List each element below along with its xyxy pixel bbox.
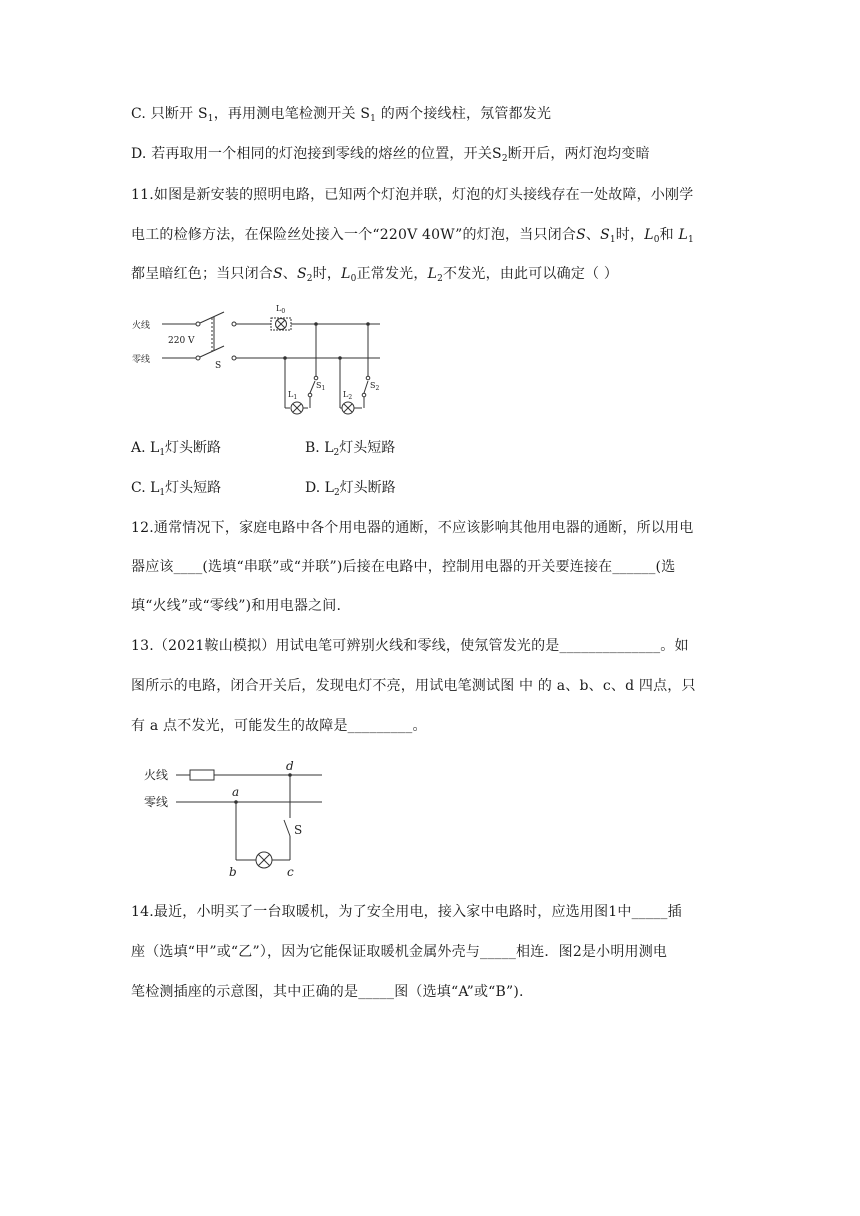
lamp-l2-label: $L_2$ — [343, 390, 353, 401]
q11-text-line3: 都呈暗红色；当只闭合S、$S_2$时，$L_0$正常发光，$L_2$不发光，由此可以确定（ ） — [131, 266, 619, 284]
q11-circuit-diagram — [130, 298, 390, 423]
fire-line-label: 火线 — [132, 321, 151, 331]
q14-text-line3: 笔检测插座的示意图，其中正确的是_____图（选填“A”或“B”). — [131, 984, 524, 1000]
voltage-label: 220 V — [168, 336, 195, 346]
q14-text-line1: 14.最近，小明买了一台取暖机，为了安全用电，接入家中电路时，应选用图1中_____插 — [131, 904, 682, 920]
lamp-l0-label: $L_0$ — [276, 304, 286, 315]
q10-option-d: D. 若再取用一个相同的灯泡接到零线的熔丝的位置，开关$S_2$断开后，两灯泡均变暗 — [131, 146, 650, 164]
q12-text-line3: 填“火线”或“零线”)和用电器之间. — [131, 598, 342, 614]
fire-line-label: 火线 — [144, 768, 169, 782]
switch-s-label: S — [294, 823, 303, 837]
lamp-l1-label: $L_1$ — [288, 390, 298, 401]
q10-option-c: C. 只断开 $S_1$，再用测电笔检测开关 $S_1$ 的两个接线柱，氖管都发光 — [131, 106, 552, 124]
q11-option-c: C. $L_1$灯头短路 — [131, 480, 222, 498]
zero-line-label: 零线 — [144, 795, 169, 809]
q12-text-line1: 12.通常情况下，家庭电路中各个用电器的通断，不应该影响其他用电器的通断，所以用电 — [131, 520, 694, 536]
point-c-label: c — [287, 865, 294, 879]
zero-line-label: 零线 — [132, 355, 151, 365]
q11-text-line2: 电工的检修方法，在保险丝处接入一个“220V 40W”的灯泡，当只闭合S、$S_1$时，$L_0$和 $L_1$ — [131, 227, 694, 245]
q11-option-a: A. $L_1$灯头断路 — [131, 440, 222, 458]
q12-text-line2: 器应该____(选填“串联”或“并联”)后接在电路中，控制用电器的开关要连接在______(选 — [131, 559, 676, 575]
switch-s2-label: $S_2$ — [370, 381, 380, 392]
point-d-label: d — [286, 759, 294, 773]
q14-text-line2: 座（选填“甲”或“乙”），因为它能保证取暖机金属外壳与_____相连．图2是小明用测电 — [131, 944, 668, 960]
switch-s-label: S — [215, 361, 222, 371]
q11-text-line1: 11.如图是新安装的照明电路，已知两个灯泡并联，灯泡的灯头接线存在一处故障，小刚学 — [131, 187, 694, 203]
q11-option-d: D. $L_2$灯头断路 — [305, 480, 396, 498]
switch-s1-label: $S_1$ — [316, 381, 326, 392]
q13-circuit-diagram — [140, 758, 340, 882]
q13-text-line1: 13.（2021鞍山模拟）用试电笔可辨别火线和零线，使氖管发光的是______________。如 — [131, 638, 689, 654]
q11-option-b: B. $L_2$灯头短路 — [305, 440, 396, 458]
point-a-label: a — [232, 785, 240, 799]
q13-text-line3: 有 a 点不发光，可能发生的故障是_________。 — [131, 718, 427, 734]
q13-text-line2: 图所示的电路，闭合开关后，发现电灯不亮，用试电笔测试图 中 的 a、b、c、d 四点，只 — [131, 678, 696, 694]
point-b-label: b — [229, 865, 237, 879]
